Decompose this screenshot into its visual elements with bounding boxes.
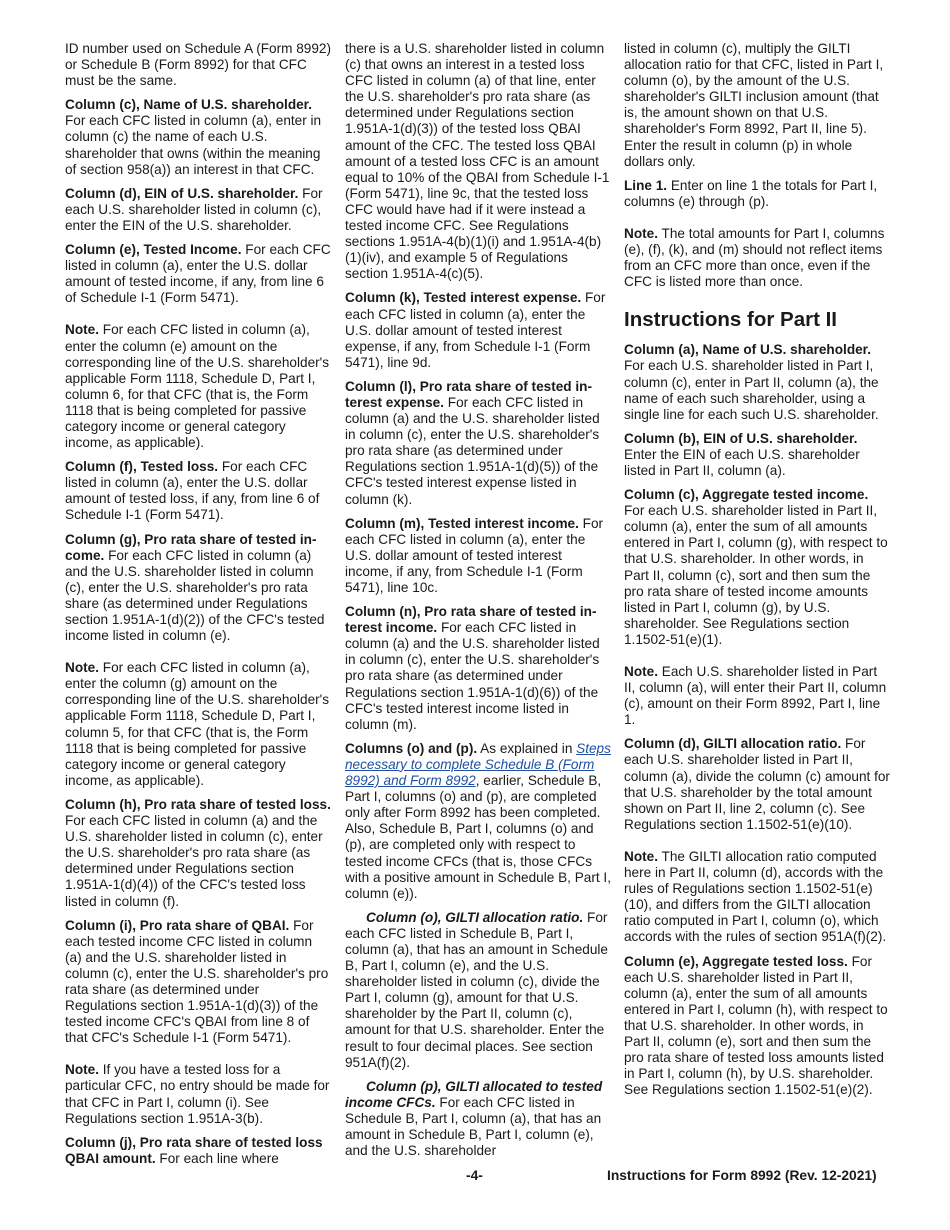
text-column-2 [345,41,611,1167]
paragraph: ID number used on Schedule A (Form 8992) or Schedule B (Form 8992) for that CFC must be the same. [65,41,331,89]
paragraph-heading: Column (e), Tested Income. [65,242,242,258]
note-label: Note. [65,322,99,338]
text-column-1 [65,41,331,1175]
note-label: Note. [624,225,658,241]
paragraph-column-e: Column (e), Tested Income. For each CFC listed in column (a), enter the U.S. dollar amount of tested income, if any, from line 6 of Schedule I-1 (Form 5471). [65,242,331,306]
paragraph-column-k: Column (k), Tested interest expense. For each CFC listed in column (a), enter the U.S. dollar amount of tested interest expense, if any, from Schedule I-1 (Form 5471), line 9d. [345,290,606,370]
paragraph-column-h: Column (h), Pro rata share of tested loss. For each CFC listed in column (a) and the U.S. shareholder listed in column (c), enter the U.S. shareholder's pro rata share (as determined under Regulations section 1.951A-1(d)(4)) of the CFC's tested loss listed in column (f). [65,796,331,909]
paragraph-part2-column-c: Column (c), Aggregate tested income. For each U.S. shareholder listed in Part II, column (a), enter the sum of all amounts entered in Part I, column (g), with respect to that U.S. shareholder. In other words, in Part II, column (c), sort and then sum the pro rata share of tested income amounts listed in Part I, column (g), by U.S. shareholder. See Regulations section 1.1502-51(e)(1). [624,487,888,647]
paragraph-column-j: Column (j), Pro rata share of tested loss QBAI amount. For each line where [65,1134,323,1166]
paragraph-column-g: Column (g), Pro rata share of tested income. For each CFC listed in column (a) and the U.S. shareholder listed in column (c), enter the U.S. shareholder's pro rata share (as determined under Regulations section 1.951A-1(d)(2)) of the CFC's tested income listed in column (e). [65,531,325,644]
note-label: Note. [624,664,658,679]
paragraph-heading: Columns (o) and (p). [345,740,478,756]
note-paragraph: Note. For each CFC listed in column (a), enter the column (e) amount on the corresponding line of the U.S. shareholder's applicable Form 1118, Schedule D, Part I, column 6, for that CFC (that is, the Form 1118 that is being completed for passive category income or general category income, as applicable). [65,322,330,451]
paragraph-heading: Column (l), Pro rata share of tested interest expense. [345,378,592,410]
paragraph-heading: Column (a), Name of U.S. shareholder. [624,342,871,358]
paragraph-heading: Column (j), Pro rata share of tested loss QBAI amount. [65,1134,323,1166]
note-paragraph: Note. The GILTI allocation ratio computed here in Part II, column (d), accords with the rules of Regulations section 1.1502-51(e)(10), and differs from the GILTI allocation ratio computed in Part I, column (o), which accords with the rules of section 951A(f)(2). [624,848,887,945]
form-reference: Instructions for Form 8992 (Rev. 12-2021) [607,1168,877,1183]
note-label: Note. [65,1062,99,1078]
paragraph-column-o: Column (o), GILTI allocation ratio. For each CFC listed in Schedule B, Part I, column (a), that has an amount in Schedule B, Part I, column (e), and the U.S. shareholder listed in column (c), divide the Part I, column (g), amount for that U.S. shareholder by the Part II, column (c), amount for that U.S. shareholder. Enter the result to four decimal places. See section 951A(f)(2). [345,909,608,1070]
paragraph-part2-column-a: Column (a), Name of U.S. shareholder. For each U.S. shareholder listed in Part I, column (c), enter in Part II, column (a), the name of each such shareholder, using a single line for each such U.S. shareholder. [624,342,879,422]
paragraph-heading: Column (p), GILTI allocated to tested income CFCs. [345,1078,603,1110]
page-number: -4- [466,1168,483,1183]
steps-cross-reference-link[interactable]: Steps necessary to complete Schedule B (Form 8992) and Form 8992 [345,740,611,789]
paragraph: there is a U.S. shareholder listed in column (c) that owns an interest in a tested loss CFC listed in column (a) of that line, enter the U.S. shareholder's pro rata share (as determined under Regulations section 1.951A-1(d)(3)) of the tested loss QBAI amount of the CFC. The tested loss QBAI amount of a tested loss CFC is an amount equal to 10% of the QBAI from Schedule I-1 (Form 5471), line 9c, that the tested loss CFC would have had if it were instead a tested income CFC. See Regulations sections 1.951A-4(b)(1)(i) and 1.951A-4(b)(1)(iv), and example 5 of Regulations section 1.951A-4(c)(5). [345,41,610,282]
paragraph-heading: Column (c), Name of U.S. shareholder. [65,97,312,113]
paragraph-column-n: Column (n), Pro rata share of tested interest income. For each CFC listed in column (a) and the U.S. shareholder listed in column (c), enter the U.S. shareholder's pro rata share (as determined under Regulations section 1.951A-1(d)(6)) of the CFC's tested interest income listed in column (m). [345,604,600,732]
paragraph-column-c: Column (c), Name of U.S. shareholder. For each CFC listed in column (a), enter in column (c) the name of each U.S. shareholder that owns (within the meaning of section 958(a)) an interest in that CFC. [65,97,322,177]
note-label: Note. [65,660,99,676]
paragraph-heading: Column (e), Aggregate tested loss. [624,953,848,969]
text-column-3 [624,41,890,1106]
paragraph-heading: Column (k), Tested interest expense. [345,290,582,306]
paragraph-column-d: Column (d), EIN of U.S. shareholder. For each U.S. shareholder listed in column (c), enter the EIN of the U.S. shareholder. [65,185,323,233]
paragraph-heading: Column (b), EIN of U.S. shareholder. [624,430,858,446]
paragraph-heading: Column (n), Pro rata share of tested interest income. [345,604,597,636]
paragraph-part2-column-e: Column (e), Aggregate tested loss. For each U.S. shareholder listed in Part II, column (a), enter the sum of all amounts entered in Part I, column (h), with respect to that U.S. shareholder. In other words, in Part II, column (e), sort and then sum the pro rata share of tested loss amounts listed in Part I, column (h), by U.S. shareholder. See Regulations section 1.1502-51(e)(2). [624,953,888,1098]
paragraph-heading: Column (c), Aggregate tested income. [624,487,869,503]
note-paragraph: Note. Each U.S. shareholder listed in Part II, column (a), will enter their Part II, column (c), amount on their Form 8992, Part I, line 1. [624,664,887,728]
paragraph-heading: Column (g), Pro rata share of tested income. [65,531,317,563]
paragraph-heading: Column (d), GILTI allocation ratio. [624,736,842,752]
note-paragraph: Note. For each CFC listed in column (a), enter the column (g) amount on the corresponding line of the U.S. shareholder's applicable Form 1118, Schedule D, Part I, column 5, for that CFC (that is, the Form 1118 that is being completed for passive category income or general category income, as applicable). [65,660,330,788]
paragraph-column-m: Column (m), Tested interest income. For each CFC listed in column (a), enter the U.S. dollar amount of tested interest income, if any, from Schedule I-1 (Form 5471), line 10c. [345,515,604,595]
paragraph-heading: Column (d), EIN of U.S. shareholder. [65,185,299,201]
paragraph-column-i: Column (i), Pro rata share of QBAI. For each tested income CFC listed in column (a) and the U.S. shareholder listed in column (c), enter the U.S. shareholder's pro rata share (as determined under Regulations section 1.951A-1(d)(3)) of the tested income CFC's QBAI from line 8 of that CFC's Schedule I-1 (Form 5471). [65,917,329,1046]
paragraph-heading: Column (i), Pro rata share of QBAI. [65,917,290,933]
paragraph-line-1: Line 1. Enter on line 1 the totals for Part I, columns (e) through (p). [624,177,878,209]
paragraph-column-p: Column (p), GILTI allocated to tested income CFCs. For each CFC listed in Schedule B, Part I, column (a), that has an amount in Schedule B, Part I, column (e), and the U.S. shareholder [345,1078,603,1159]
paragraph-heading: Column (m), Tested interest income. [345,515,579,531]
paragraph-part2-column-d: Column (d), GILTI allocation ratio. For each U.S. shareholder listed in Part II, column (a), divide the column (c) amount for that U.S. shareholder by the total amount shown on Part II, line 2, column (c). See Regulations section 1.1502-51(e)(10). [624,736,890,832]
paragraph: listed in column (c), multiply the GILTI allocation ratio for that CFC, listed in Part I, column (o), by the amount of the U.S. shareholder's GILTI inclusion amount (that is, the amount shown on that U.S. shareholder's Form 8992, Part II, line 5). Enter the result in column (p) in whole dollars only. [624,41,884,169]
paragraph-heading: Line 1. [624,177,668,193]
paragraph-columns-o-p: Columns (o) and (p). As explained in Steps necessary to complete Schedule B (Form 8992) and Form 8992, earlier, Schedule B, Part I, columns (o) and (p), are completed only after Form 8992 has been completed. Also, Schedule B, Part I, columns (o) and (p), are completed only with respect to tested income CFCs (that is, those CFCs with a positive amount in Schedule B, Part I, column (e)). [345,740,611,901]
note-paragraph: Note. The total amounts for Part I, columns (e), (f), (k), and (m) should not reflect items from an CFC more than once, even if the CFC is listed more than once. [624,225,885,290]
paragraph-heading: Column (f), Tested loss. [65,459,219,475]
paragraph-column-l: Column (l), Pro rata share of tested interest expense. For each CFC listed in column (a) and the U.S. shareholder listed in column (c), enter the U.S. shareholder's pro rata share (as determined under Regulations section 1.951A-1(d)(5)) of the CFC's tested interest expense listed in column (k). [345,378,600,507]
paragraph-heading: Column (h), Pro rata share of tested loss. [65,796,331,812]
paragraph-column-f: Column (f), Tested loss. For each CFC listed in column (a), enter the U.S. dollar amount of tested loss, if any, from line 6 of Schedule I-1 (Form 5471). [65,459,320,523]
note-label: Note. [624,848,658,864]
section-heading-part-ii: Instructions for Part II [624,308,837,332]
paragraph-part2-column-b: Column (b), EIN of U.S. shareholder. Enter the EIN of each U.S. shareholder listed in Part II, column (a). [624,430,860,478]
paragraph-heading: Column (o), GILTI allocation ratio. [366,909,584,925]
note-paragraph: Note. If you have a tested loss for a particular CFC, no entry should be made for that CFC in Part I, column (i). See Regulations section 1.951A-3(b). [65,1062,330,1126]
